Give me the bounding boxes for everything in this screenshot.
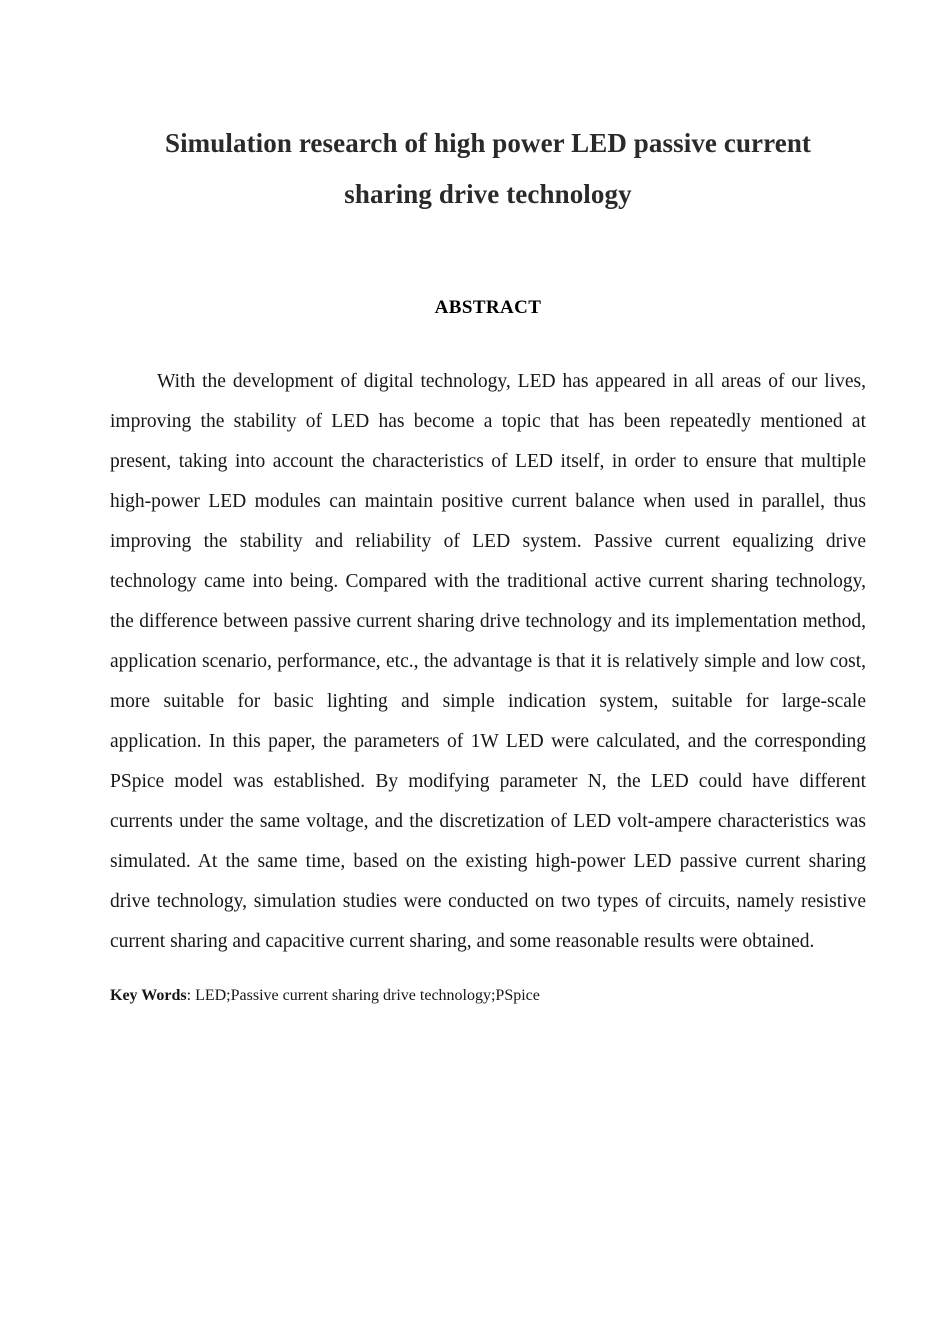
page-title [110, 0, 866, 220]
document-content-column [110, 0, 866, 1007]
page-title-line-1: Simulation research of high power LED passive current [164, 128, 812, 158]
keywords-label: Key Words [110, 987, 187, 1004]
page-title-line-2: sharing drive technology [344, 179, 632, 209]
keywords-line [110, 962, 866, 1007]
keywords-value: LED;Passive current sharing drive technology;PSpice [195, 987, 540, 1004]
abstract-heading: ABSTRACT [434, 297, 542, 318]
keywords-separator: : [186, 987, 196, 1004]
abstract-body-text: With the development of digital technology, LED has appeared in all areas of our lives, improving the stability of LED has become a topic that has been repeatedly mentioned at present, taking into account the characteristics of LED itself, in order to ensure that multiple high-power LED modules can maintain positive current balance when used in parallel, thus improving the stability and reliability of LED system. Passive current equalizing drive technology came into being. Compared with the traditional active current sharing technology, the difference between passive current sharing drive technology and its implementation method, application scenario, performance, etc., the advantage is that it is relatively simple and low cost, more suitable for basic lighting and simple indication system, suitable for large-scale application. In this paper, the parameters of 1W LED were calculated, and the corresponding PSpice model was established. By modifying parameter N, the LED could have different currents under the same voltage, and the discretization of LED volt-ampere characteristics was simulated. At the same time, based on the existing high-power LED passive current sharing drive technology, simulation studies were conducted on two types of circuits, namely resistive current sharing and capacitive current sharing, and some reasonable results were obtained. [110, 371, 866, 952]
